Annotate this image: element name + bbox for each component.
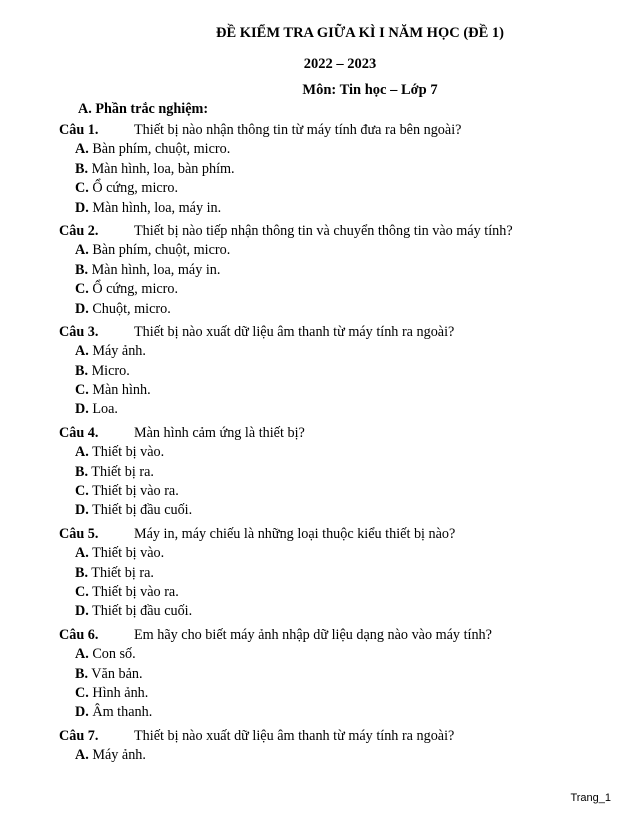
option-text: Văn bản. [88, 665, 143, 682]
option-letter: D. [75, 603, 89, 620]
answer-option [59, 381, 619, 400]
question-text: Thiết bị nào nhận thông tin từ máy tính đưa ra bên ngoài? [134, 122, 462, 138]
option-text: Ổ cứng, micro. [88, 281, 179, 298]
option-letter: D. [75, 199, 89, 216]
question-number: Câu 1. [59, 122, 99, 138]
option-letter: A. [75, 141, 89, 158]
question-stem [59, 222, 619, 241]
option-text: Màn hình, loa, bàn phím. [88, 160, 235, 177]
question-text: Em hãy cho biết máy ảnh nhập dữ liệu dạng nào vào máy tính? [134, 626, 492, 643]
option-letter: C. [75, 684, 89, 701]
answer-option [59, 280, 619, 299]
option-text: Ổ cứng, micro. [88, 180, 179, 197]
option-text: Bàn phím, chuột, micro. [88, 141, 231, 158]
question-text: Thiết bị nào xuất dữ liệu âm thanh từ máy tính ra ngoài? [134, 323, 455, 340]
option-letter: D. [75, 704, 89, 721]
answer-option [59, 261, 619, 280]
answer-option [59, 199, 619, 218]
answer-option [59, 746, 619, 765]
option-letter: D. [75, 401, 89, 418]
question-stem [59, 525, 619, 544]
question-number: Câu 2. [59, 222, 99, 239]
option-text: Chuột, micro. [88, 300, 171, 317]
option-letter: A. [75, 444, 89, 461]
option-letter: B. [75, 261, 89, 278]
answer-option [59, 501, 619, 520]
answer-option [59, 300, 619, 319]
answer-option [59, 463, 619, 482]
option-text: Thiết bị vào ra. [88, 483, 179, 500]
option-text: Máy ảnh. [88, 343, 146, 360]
option-letter: C. [75, 281, 89, 298]
question-text: Thiết bị nào xuất dữ liệu âm thanh từ máy tính ra ngoài? [134, 727, 455, 744]
option-letter: C. [75, 583, 89, 600]
option-text: Thiết bị ra. [88, 564, 154, 581]
option-letter: B. [75, 463, 89, 480]
question-1 [59, 121, 619, 218]
option-text: Máy ảnh. [88, 747, 146, 764]
option-letter: C. [75, 180, 89, 197]
option-letter: A. [75, 545, 89, 562]
option-letter: A. [75, 646, 89, 663]
answer-option [59, 583, 619, 602]
answer-option [59, 564, 619, 583]
option-text: Bàn phím, chuột, micro. [88, 242, 231, 259]
answer-option [59, 241, 619, 260]
question-text: Thiết bị nào tiếp nhận thông tin và chuyển thông tin vào máy tính? [134, 222, 513, 239]
option-text: Thiết bị vào ra. [88, 583, 179, 600]
option-letter: B. [75, 160, 89, 177]
question-stem [59, 626, 619, 645]
option-text: Hình ảnh. [88, 684, 149, 701]
question-number: Câu 7. [59, 727, 99, 744]
option-letter: A. [75, 343, 89, 360]
option-letter: B. [75, 564, 89, 581]
option-letter: C. [75, 483, 89, 500]
question-list [59, 121, 619, 770]
exam-subject: Môn: Tin học – Lớp 7 [302, 82, 438, 98]
question-stem [59, 323, 619, 342]
question-number: Câu 3. [59, 323, 99, 340]
option-letter: D. [75, 502, 89, 519]
question-number: Câu 6. [59, 626, 99, 643]
answer-option [59, 602, 619, 621]
option-letter: A. [75, 242, 89, 259]
page-number: Trang_1 [570, 792, 611, 804]
question-number: Câu 4. [59, 424, 99, 441]
question-text: Màn hình cảm ứng là thiết bị? [134, 424, 305, 441]
option-letter: A. [75, 747, 89, 764]
answer-option [59, 362, 619, 381]
option-text: Micro. [88, 362, 130, 379]
option-text: Loa. [88, 401, 118, 418]
answer-option [59, 140, 619, 159]
exam-title: ĐỀ KIỂM TRA GIỮA KÌ I NĂM HỌC (ĐỀ 1) [215, 25, 504, 41]
option-text: Thiết bị vào. [88, 545, 165, 562]
question-2 [59, 222, 619, 319]
answer-option [59, 544, 619, 563]
option-text: Thiết bị đầu cuối. [88, 502, 193, 519]
option-text: Màn hình. [88, 382, 151, 399]
option-letter: B. [75, 362, 89, 379]
answer-option [59, 342, 619, 361]
section-heading: A. Phần trắc nghiệm: [78, 101, 209, 117]
answer-option [59, 703, 619, 722]
question-stem [59, 727, 619, 746]
answer-option [59, 665, 619, 684]
option-letter: B. [75, 665, 89, 682]
answer-option [59, 684, 619, 703]
question-number: Câu 5. [59, 525, 99, 542]
question-5 [59, 525, 619, 622]
option-text: Màn hình, loa, máy in. [88, 199, 222, 216]
option-text: Âm thanh. [88, 704, 153, 721]
answer-option [59, 443, 619, 462]
option-letter: D. [75, 300, 89, 317]
question-stem [59, 121, 619, 140]
answer-option [59, 482, 619, 501]
option-text: Màn hình, loa, máy in. [88, 261, 221, 278]
question-6 [59, 626, 619, 723]
option-text: Thiết bị ra. [88, 463, 154, 480]
option-text: Thiết bị vào. [88, 444, 165, 461]
question-4 [59, 424, 619, 521]
answer-option [59, 645, 619, 664]
exam-year: 2022 – 2023 [303, 56, 377, 72]
question-stem [59, 424, 619, 443]
answer-option [59, 179, 619, 198]
option-text: Con số. [88, 646, 136, 663]
option-text: Thiết bị đầu cuối. [88, 603, 193, 620]
option-letter: C. [75, 382, 89, 399]
answer-option [59, 400, 619, 419]
answer-option [59, 160, 619, 179]
question-3 [59, 323, 619, 420]
question-text: Máy in, máy chiếu là những loại thuộc kiểu thiết bị nào? [134, 525, 456, 542]
question-7 [59, 727, 619, 766]
